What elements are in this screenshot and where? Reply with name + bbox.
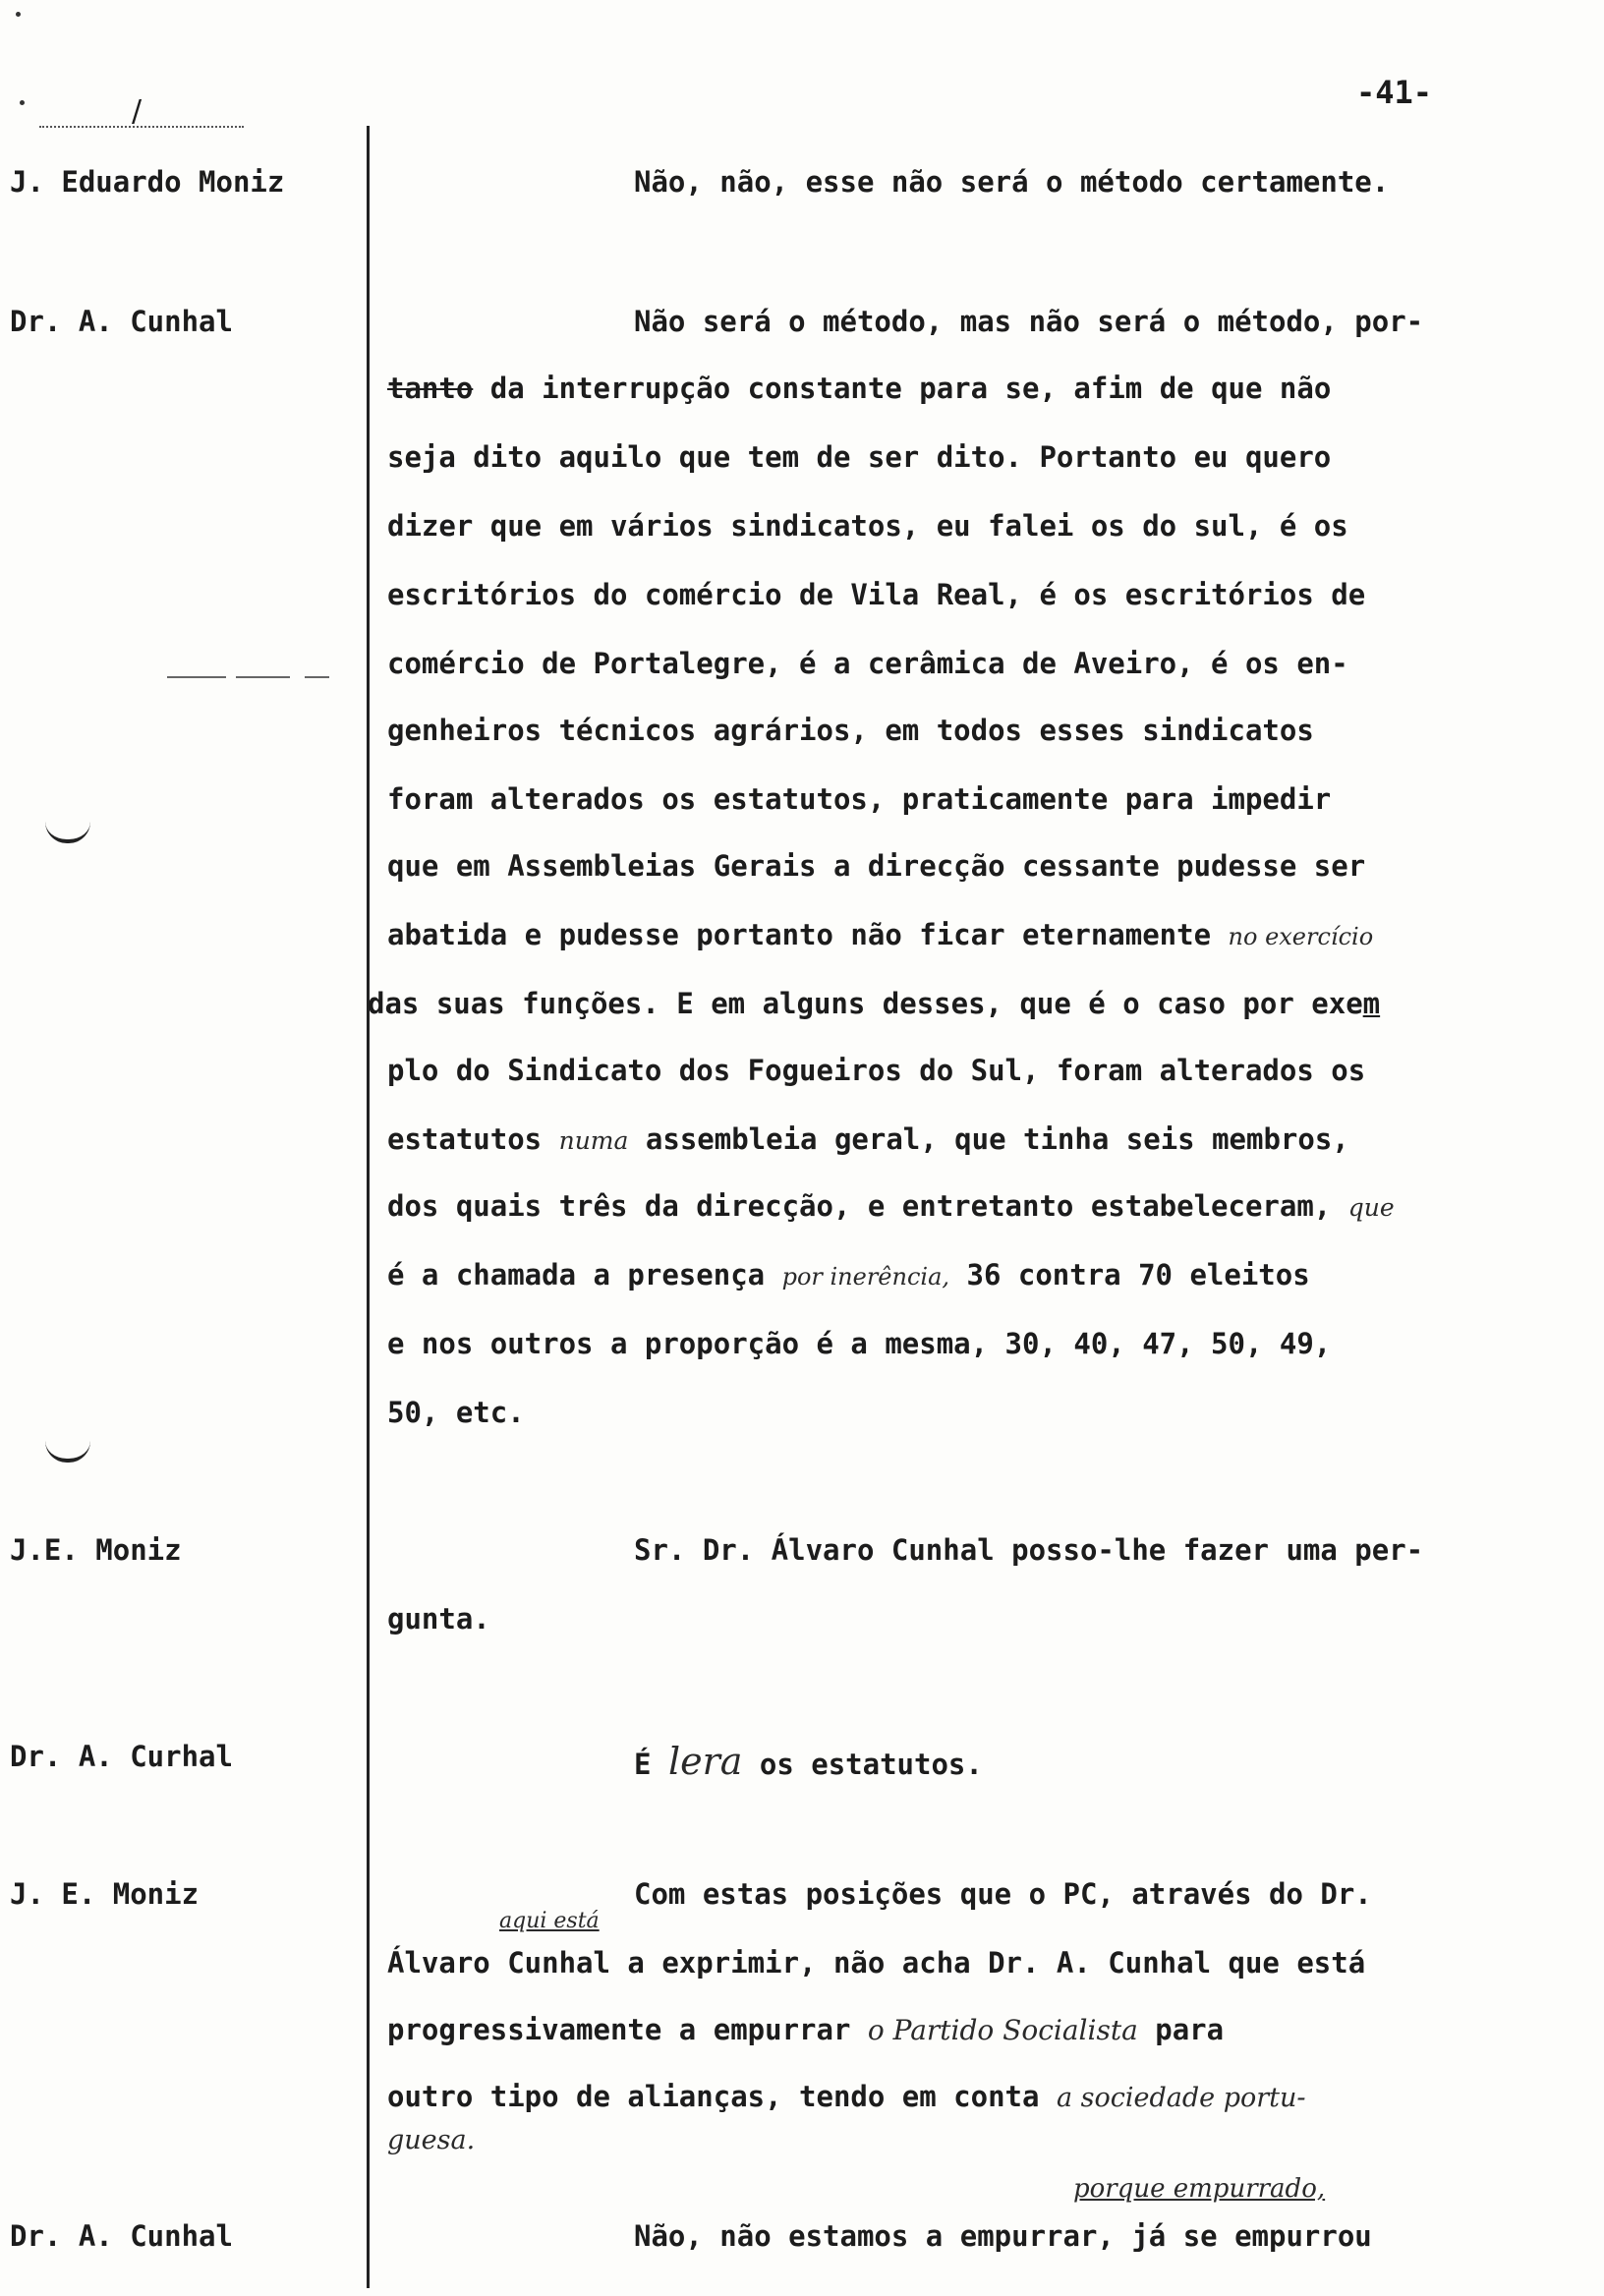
text-line: 50, etc. <box>387 1396 525 1429</box>
speaker-name: J. E. Moniz <box>10 1877 200 1911</box>
text-line <box>387 918 1373 951</box>
margin-bracket <box>45 1441 90 1463</box>
text-span: estatutos <box>387 1122 543 1156</box>
text-line <box>387 2080 1306 2113</box>
handwritten-annotation: o Partido Socialista <box>867 2014 1138 2046</box>
handwritten-annotation: numa <box>558 1126 629 1155</box>
text-span: É <box>634 1748 652 1781</box>
text-line <box>387 2013 1224 2046</box>
speaker-name: Dr. A. Cunhal <box>10 305 233 338</box>
handwritten-annotation: no exercício <box>1228 923 1374 950</box>
text-line <box>368 987 1380 1020</box>
text-line: escritórios do comércio de Vila Real, é os escritórios de <box>387 578 1366 611</box>
text-line: Com estas posições que o PC, através do Dr. <box>634 1877 1372 1911</box>
text-span: assembleia geral, que tinha seis membros, <box>645 1122 1349 1156</box>
handwritten-annotation: lera <box>667 1740 743 1783</box>
text-line: e nos outros a proporção é a mesma, 30, 40, 47, 50, 49, <box>387 1327 1332 1360</box>
text-line <box>387 1258 1310 1292</box>
margin-dash <box>305 676 329 678</box>
text-line <box>387 1122 1349 1156</box>
text-span: para <box>1155 2013 1225 2046</box>
text-line: plo do Sindicato dos Fogueiros do Sul, foram alterados os <box>387 1054 1366 1087</box>
text-span: é a chamada a presença <box>387 1258 766 1292</box>
text-span: dos quais três da direcção, e entretanto estabeleceram, <box>387 1189 1332 1223</box>
text-line: Não, não, esse não será o método certamente. <box>634 165 1390 199</box>
text-span: das suas funções. E em alguns desses, que é o caso por exe <box>368 987 1363 1020</box>
speaker-name: J.E. Moniz <box>10 1533 182 1567</box>
text-line <box>387 372 1331 405</box>
text-span: os estatutos. <box>759 1748 983 1781</box>
text-span: da interrupção constante para se, afim de que não <box>473 372 1332 405</box>
margin-dot <box>16 12 21 17</box>
handwritten-insertion: aqui está <box>499 1909 600 1933</box>
speaker-name: Dr. A. Curhal <box>10 1740 233 1773</box>
margin-dash <box>167 676 226 678</box>
column-divider <box>367 126 370 2288</box>
text-line: seja dito aquilo que tem de ser dito. Portanto eu quero <box>387 440 1332 474</box>
text-line: foram alterados os estatutos, praticamente para impedir <box>387 782 1332 816</box>
text-line: Álvaro Cunhal a exprimir, não acha Dr. A. Cunhal que está <box>387 1946 1366 1980</box>
text-span: 36 contra 70 eleitos <box>966 1258 1310 1292</box>
text-line: que em Assembleias Gerais a direcção cessante pudesse ser <box>387 849 1366 883</box>
text-line: comércio de Portalegre, é a cerâmica de Aveiro, é os en- <box>387 647 1348 680</box>
speaker-name: J. Eduardo Moniz <box>10 165 285 199</box>
text-line: Não será o método, mas não será o método, por- <box>634 305 1424 338</box>
handwritten-insertion: porque empurrado, <box>1073 2174 1326 2204</box>
text-line: Sr. Dr. Álvaro Cunhal posso-lhe fazer uma per- <box>634 1533 1424 1567</box>
text-span: abatida e pudesse portanto não ficar eternamente <box>387 918 1212 951</box>
text-line: gunta. <box>387 1602 490 1636</box>
margin-dot <box>20 100 25 105</box>
handwritten-annotation: guesa. <box>387 2125 476 2155</box>
margin-dash <box>236 676 290 678</box>
margin-slash: / <box>132 94 143 129</box>
text-span: outro tipo de alianças, tendo em conta <box>387 2080 1040 2113</box>
text-span: progressivamente a empurrar <box>387 2013 851 2046</box>
handwritten-annotation: que <box>1347 1193 1395 1222</box>
struck-word: tanto <box>387 372 474 405</box>
handwritten-annotation: a sociedade portu- <box>1056 2083 1306 2113</box>
text-line: genheiros técnicos agrários, em todos esses sindicatos <box>387 714 1314 747</box>
text-line: Não, não estamos a empurrar, já se empurrou <box>634 2219 1372 2253</box>
page-number: -41- <box>1356 74 1433 111</box>
text-line: dizer que em vários sindicatos, eu falei os do sul, é os <box>387 509 1348 543</box>
handwritten-annotation: por inerência, <box>781 1263 950 1291</box>
underlined-letter: m <box>1362 987 1381 1020</box>
margin-bracket <box>45 822 90 843</box>
speaker-name: Dr. A. Cunhal <box>10 2219 233 2253</box>
text-line <box>634 1740 983 1783</box>
text-line <box>387 1189 1395 1223</box>
